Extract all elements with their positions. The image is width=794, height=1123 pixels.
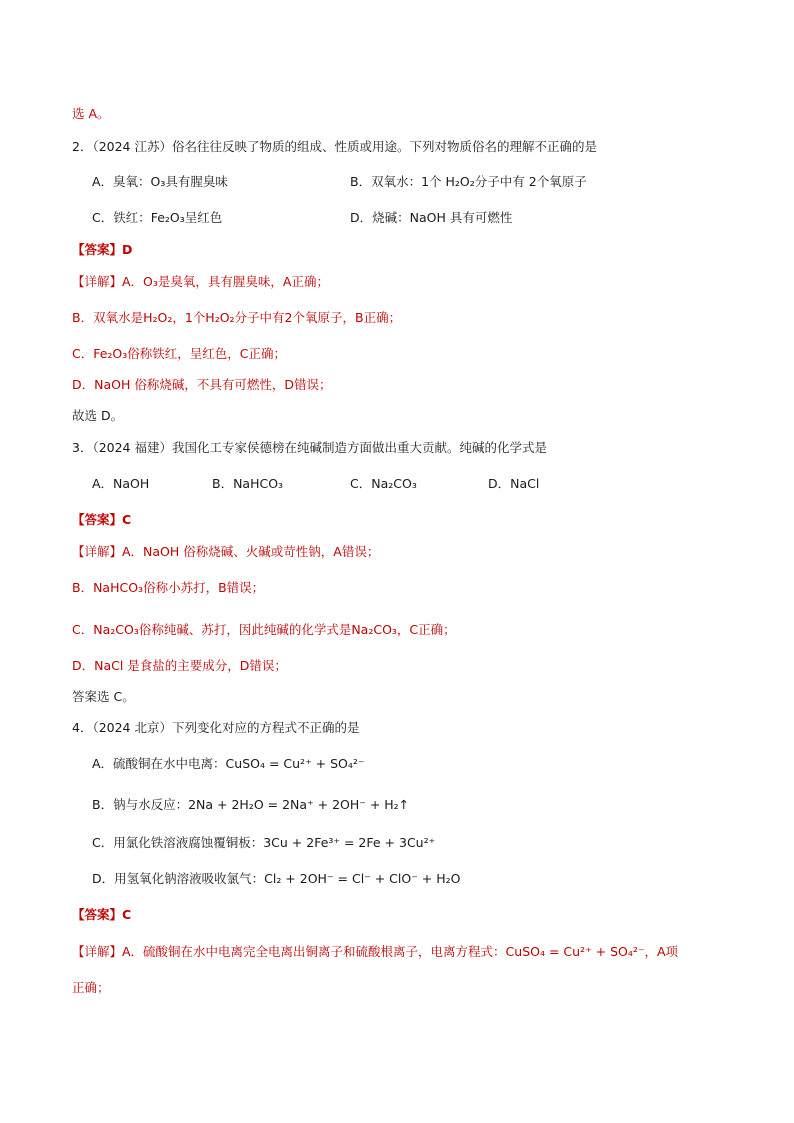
explanation-line: B．双氧水是H₂O₂，1个H₂O₂分子中有2个氧原子，B正确； [72, 310, 402, 325]
answer-label: 【答案】 [72, 242, 123, 257]
question-4-option-b: B．钠与水反应：2Na + 2H₂O = 2Na⁺ + 2OH⁻ + H₂↑ [92, 797, 410, 812]
question-3-option-c: C．Na₂CO₃ [350, 476, 417, 491]
answer-value: C [122, 907, 132, 922]
question-3-option-b: B．NaHCO₃ [212, 476, 284, 491]
explanation-line: C．Na₂CO₃俗称纯碱、苏打，因此纯碱的化学式是Na₂CO₃，C正确； [72, 622, 456, 637]
question-4-option-d: D．用氢氧化钠溶液吸收氯气：Cl₂ + 2OH⁻ = Cl⁻ + ClO⁻ + H₂O [92, 871, 461, 886]
explanation-line: C．Fe₂O₃俗称铁红，呈红色，C正确； [72, 346, 287, 361]
explanation-line: B．NaHCO₃俗称小苏打，B错误； [72, 580, 265, 595]
question-2-option-d: D．烧碱：NaOH 具有可燃性 [350, 210, 513, 225]
text-line: 选 A。 [72, 106, 110, 121]
question-4-option-a: A．硫酸铜在水中电离：CuSO₄ = Cu²⁺ + SO₄²⁻ [92, 756, 365, 771]
question-2-option-b: B．双氧水：1个 H₂O₂分子中有 2个氧原子 [350, 174, 587, 189]
explanation-line: D．NaOH 俗称烧碱，不具有可燃性，D错误； [72, 377, 332, 392]
question-2-option-c: C．铁红：Fe₂O₃呈红色 [92, 210, 223, 225]
question-2-option-a: A．臭氧：O₃具有腥臭味 [92, 174, 228, 189]
question-3-option-a: A．NaOH [92, 476, 150, 491]
answer-value: C [122, 512, 132, 527]
conclusion-line: 答案选 C。 [72, 689, 135, 704]
question-4-stem: 4．（2024 北京）下列变化对应的方程式不正确的是 [72, 720, 360, 735]
question-3-stem: 3．（2024 福建）我国化工专家侯德榜在纯碱制造方面做出重大贡献。纯碱的化学式是 [72, 440, 547, 455]
answer-label: 【答案】 [72, 907, 123, 922]
explanation-line: 【详解】A．O₃是臭氧，具有腥臭味，A正确； [72, 274, 329, 289]
answer-line [72, 510, 131, 528]
explanation-line: 【详解】A．硫酸铜在水中电离完全电离出铜离子和硫酸根离子，电离方程式：CuSO₄ = Cu²⁺ + SO₄²⁻，A项 [72, 944, 679, 959]
explanation-line: D．NaCl 是食盐的主要成分，D错误； [72, 658, 287, 673]
answer-label: 【答案】 [72, 512, 123, 527]
question-4-option-c: C．用氯化铁溶液腐蚀覆铜板：3Cu + 2Fe³⁺ = 2Fe + 3Cu²⁺ [92, 835, 436, 850]
answer-line [72, 240, 132, 258]
question-2-stem: 2．（2024 江苏）俗名往往反映了物质的组成、性质或用途。下列对物质俗名的理解不正确的是 [72, 139, 597, 154]
answer-value: D [122, 242, 133, 257]
conclusion-line: 故选 D。 [72, 408, 124, 423]
explanation-line: 【详解】A．NaOH 俗称烧碱、火碱或苛性钠，A错误； [72, 544, 380, 559]
answer-line [72, 905, 131, 923]
question-3-option-d: D．NaCl [488, 476, 540, 491]
explanation-line: 正确； [72, 980, 110, 995]
